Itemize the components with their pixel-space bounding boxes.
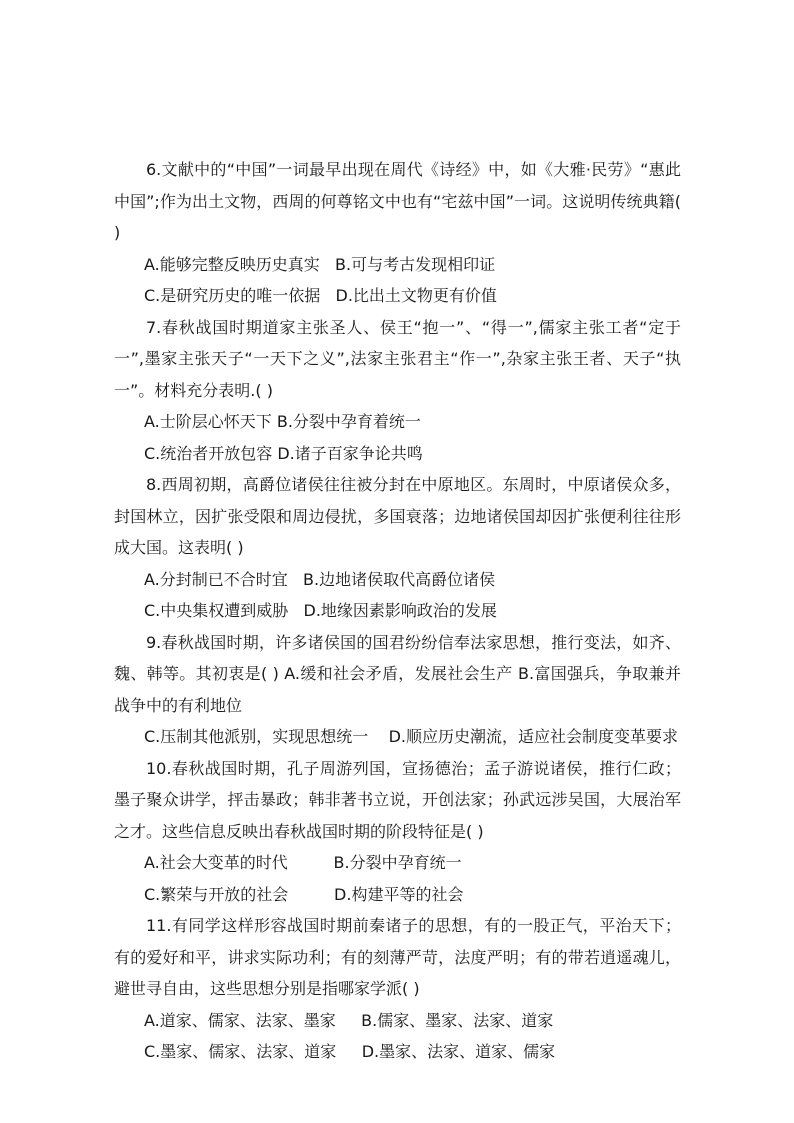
question-10-options-cd: C.繁荣与开放的社会 D.构建平等的社会 bbox=[144, 884, 464, 904]
question-list bbox=[114, 154, 681, 1068]
question-6-options-ab: A.能够完整反映历史真实 B.可与考古发现相印证 bbox=[144, 254, 496, 274]
question-10-options-ab: A.社会大变革的时代 B.分裂中孕育统一 bbox=[144, 853, 462, 872]
question-6-stem: 6.文献中的“中国”一词最早出现在周代《诗经》中，如《大雅·民劳》“惠此中国”;作为出土文物，西周的何尊铭文中也有“宅兹中国”一词。这说明传统典籍( ) bbox=[114, 160, 681, 242]
question-8-options-ab: A.分封制已不合时宜 B.边地诸侯取代高爵位诸侯 bbox=[144, 569, 496, 589]
question-8-options-cd: C.中央集权遭到威胁 D.地缘因素影响政治的发展 bbox=[144, 601, 497, 620]
question-6-options-cd: C.是研究历史的唯一依据 D.比出土文物更有价值 bbox=[144, 286, 497, 305]
question-9-stem: 9.春秋战国时期，许多诸侯国的国君纷纷信奉法家思想，推行变法，如齐、魏、韩等。其初衷是( ) A.缓和社会矛盾，发展社会生产 B.富国强兵，争取兼并战争中的有利地位 bbox=[114, 632, 681, 715]
question-7-stem: 7.春秋战国时期道家主张圣人、侯王“抱一”、“得一”,儒家主张工者“定于一”,墨家主张天子“一天下之义”,法家主张君主“作一”,杂家主张王者、天子“执一”。材料充分表明.( ) bbox=[114, 317, 681, 400]
question-9-options-cd: C.压制其他派别，实现思想统一 D.顺应历史潮流，适应社会制度变革要求 bbox=[144, 727, 679, 746]
question-10-stem: 10.春秋战国时期，孔子周游列国，宣扬德治；孟子游说诸侯，推行仁政；墨子聚众讲学，抨击暴政；韩非著书立说，开创法家；孙武远涉吴国，大展治军之才。这些信息反映出春秋战国时期的阶段特征是( ) bbox=[114, 758, 681, 841]
question-11-options-cd: C.墨家、儒家、法家、道家 D.墨家、法家、道家、儒家 bbox=[144, 1042, 556, 1061]
question-7-options-cd: C.统治者开放包容 D.诸子百家争论共鸣 bbox=[144, 443, 423, 463]
question-8-stem: 8.西周初期，高爵位诸侯往往被分封在中原地区。东周时，中原诸侯众多，封国林立，因扩张受限和周边侵扰，多国衰落；边地诸侯国却因扩张便利往往形成大国。这表明( ) bbox=[114, 475, 681, 557]
question-11-stem: 11.有同学这样形容战国时期前秦诸子的思想，有的一股正气，平治天下；有的爱好和平，讲求实际功利；有的刻薄严苛，法度严明；有的带若逍遥魂儿，避世寻自由，这些思想分别是指哪家学派( ) bbox=[114, 916, 681, 998]
question-7-options-ab: A.士阶层心怀天下 B.分裂中孕育着统一 bbox=[144, 412, 421, 431]
question-11-options-ab: A.道家、儒家、法家、墨家 B.儒家、墨家、法家、道家 bbox=[144, 1010, 554, 1030]
